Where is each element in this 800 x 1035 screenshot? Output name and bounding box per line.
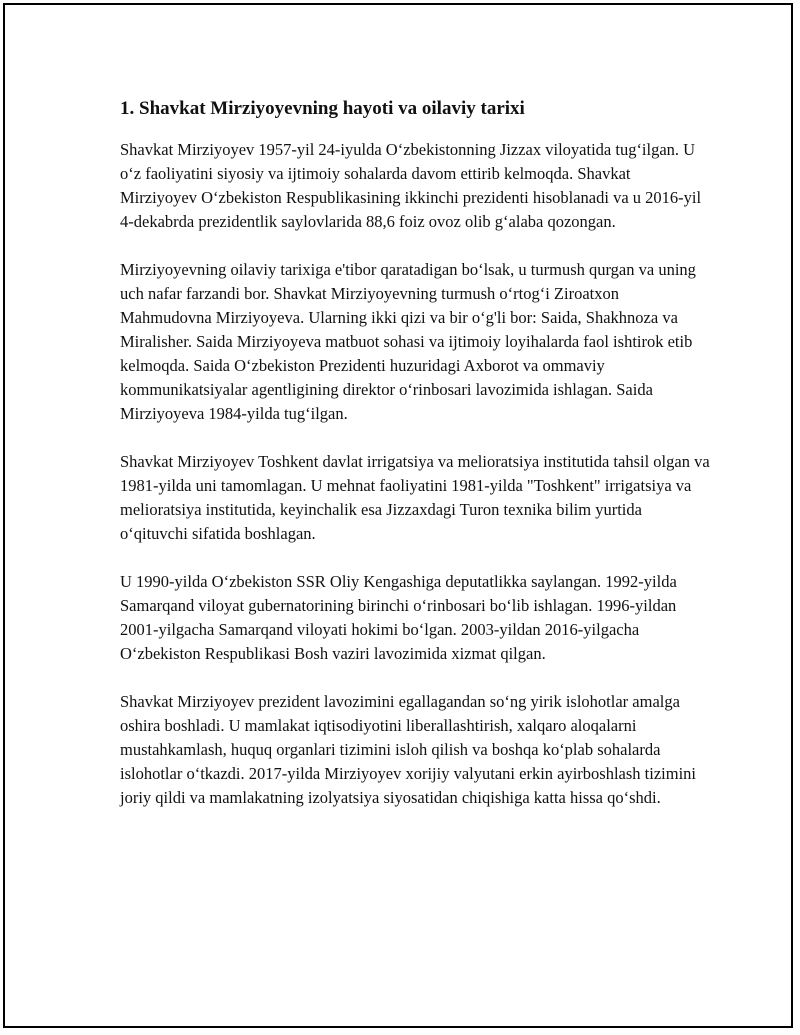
section-heading: 1. Shavkat Mirziyoyevning hayoti va oilaviy tarixi	[120, 98, 525, 119]
paragraph-career: U 1990-yilda O‘zbekiston SSR Oliy Kengashiga deputatlikka saylangan. 1992-yilda Samarqand viloyat gubernatorining birinchi o‘rinbosari bo‘lib ishlagan. 1996-yildan 2001-yilgacha Samarqand viloyati hokimi bo‘lgan. 2003-yildan 2016-yilgacha O‘zbekiston Respublikasi Bosh vaziri lavozimida xizmat qilgan.	[120, 572, 677, 663]
paragraph-birth: Shavkat Mirziyoyev 1957-yil 24-iyulda O‘zbekistonning Jizzax viloyatida tug‘ilgan. U o‘z faoliyatini siyosiy va ijtimoiy sohalarda davom ettirib kelmoqda. Shavkat Mirziyoyev O‘zbekiston Respublikasining ikkinchi prezidenti hisoblanadi va u 2016-yil 4-dekabrda prezidentlik saylovlarida 88,6 foiz ovoz olib g‘alaba qozongan.	[120, 140, 702, 231]
paragraph-reforms: Shavkat Mirziyoyev prezident lavozimini egallagandan so‘ng yirik islohotlar amalga oshira boshladi. U mamlakat iqtisodiyotini liberallashtirish, xalqaro aloqalarni mustahkamlash, huquq organlari tizimini isloh qilish va boshqa ko‘plab sohalarda islohotlar o‘tkazdi. 2017-yilda Mirziyoyev xorijiy valyutani erkin ayirboshlash tizimini joriy qildi va mamlakatning izolyatsiya siyosatidan chiqishiga katta hissa qo‘shdi.	[120, 692, 697, 807]
document-page	[3, 3, 793, 1028]
paragraph-education: Shavkat Mirziyoyev Toshkent davlat irrigatsiya va melioratsiya institutida tahsil olgan va 1981-yilda uni tamomlagan. U mehnat faoliyatini 1981-yilda "Toshkent" irrigatsiya va melioratsiya institutida, keyinchalik esa Jizzaxdagi Turon texnika bilim yurtida o‘qituvchi sifatida boshlagan.	[120, 452, 710, 543]
paragraph-family: Mirziyoyevning oilaviy tarixiga e'tibor qaratadigan bo‘lsak, u turmush qurgan va uning uch nafar farzandi bor. Shavkat Mirziyoyevning turmush o‘rtog‘i Ziroatxon Mahmudovna Mirziyoyeva. Ularning ikki qizi va bir o‘g'li bor: Saida, Shakhnoza va Miralisher. Saida Mirziyoyeva matbuot sohasi va ijtimoiy loyihalarda faol ishtirok etib kelmoqda. Saida O‘zbekiston Prezidenti huzuridagi Axborot va ommaviy kommunikatsiyalar agentligining direktor o‘rinbosari lavozimida ishlagan. Saida Mirziyoyeva 1984-yilda tug‘ilgan.	[120, 260, 696, 423]
document-body	[120, 96, 710, 834]
